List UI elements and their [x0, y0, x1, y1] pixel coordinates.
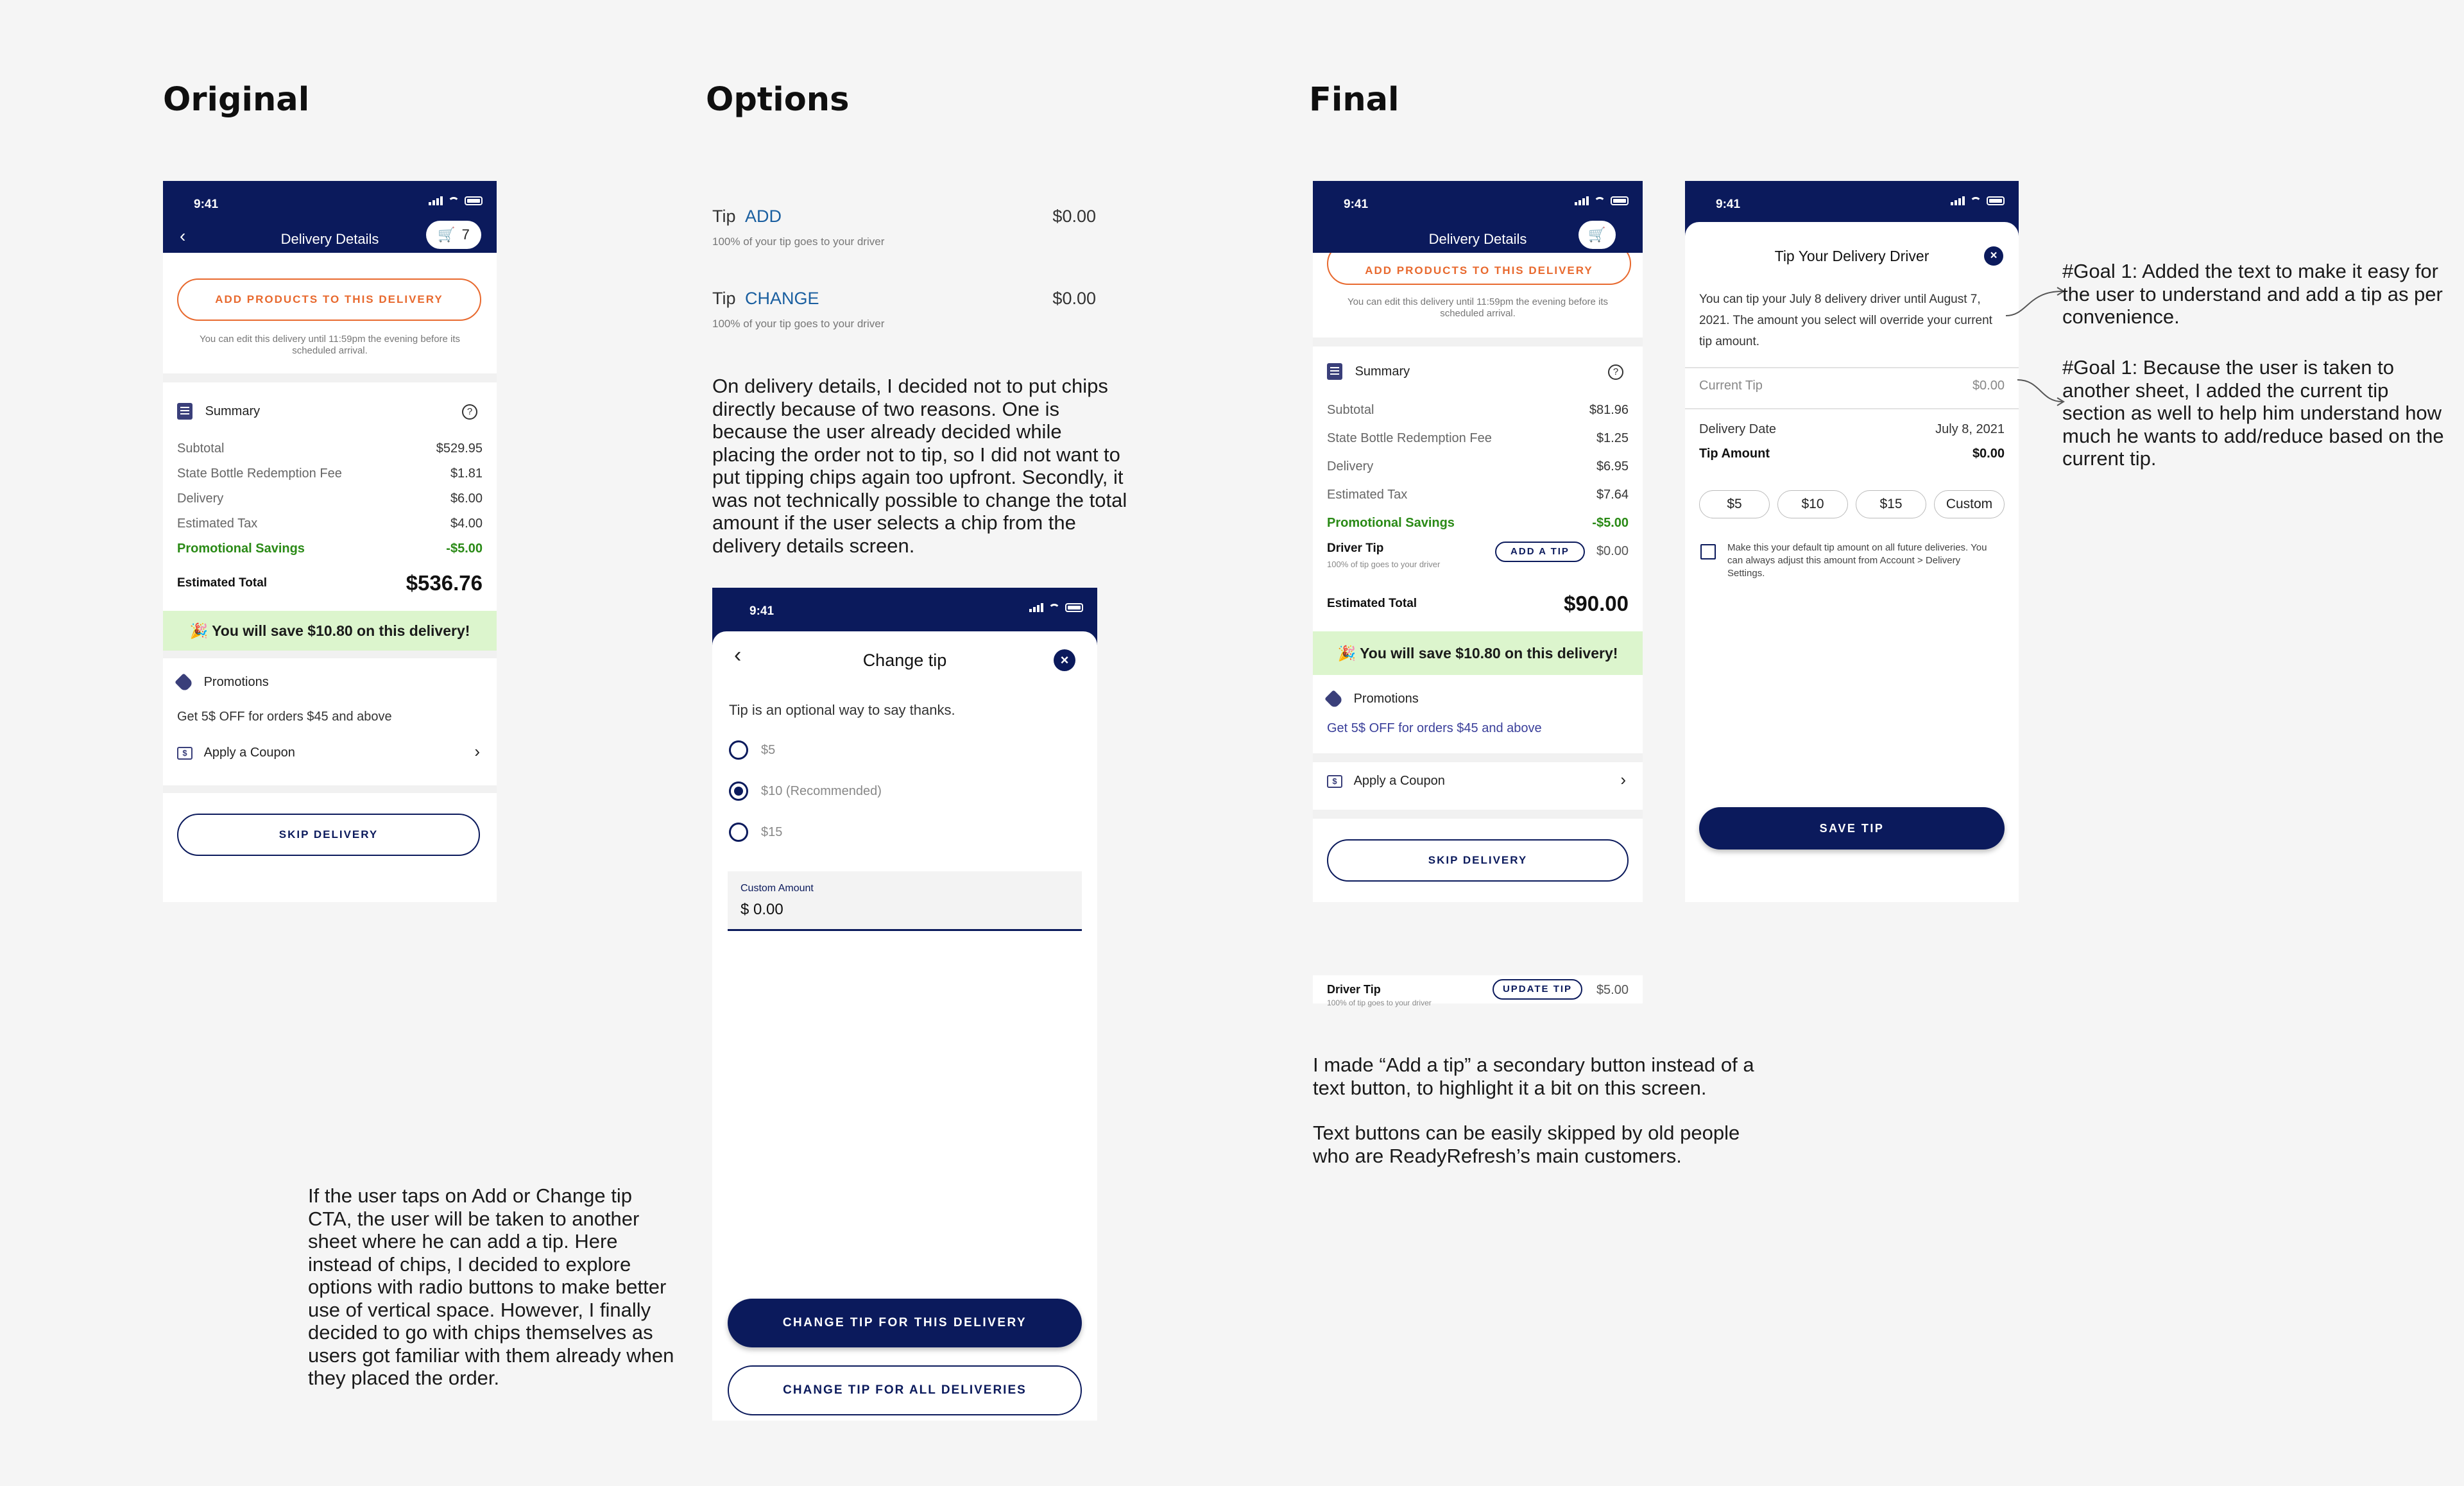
- options-note: On delivery details, I decided not to put chips directly because of two reasons. One is because the user already decided while placing the order not to tip, so I did not want to put tipping chips again too upfront. Secondly, it was not technically possible to change the total amount if the user selects a chip from the delivery details screen.: [712, 375, 1133, 557]
- promotions-text: Get 5$ OFF for orders $45 and above: [177, 710, 392, 724]
- edit-note: You can edit this delivery until 11:59pm the evening before its scheduled arrival.: [1347, 296, 1609, 319]
- radio-icon: [729, 823, 748, 842]
- tip-change-link[interactable]: CHANGE: [744, 289, 819, 308]
- radio-option[interactable]: $15: [729, 823, 986, 844]
- summary-row: Estimated Tax $4.00: [177, 517, 483, 531]
- change-tip-phone: [712, 588, 1097, 1421]
- edit-note: You can edit this delivery until 11:59pm the evening before its scheduled arrival.: [199, 334, 461, 356]
- summary-row: State Bottle Redemption Fee $1.81: [177, 466, 483, 481]
- heading-original: Original: [163, 81, 310, 119]
- divider: [1313, 810, 1643, 819]
- chevron-right-icon: ›: [1620, 770, 1626, 789]
- add-tip-button[interactable]: ADD A TIP: [1495, 542, 1585, 562]
- cart-button[interactable]: [1579, 221, 1616, 249]
- promo-savings-row: Promotional Savings -$5.00: [1327, 516, 1629, 530]
- signal-icon: [1951, 196, 1965, 205]
- sheet-title: Change tip: [862, 651, 947, 670]
- status-bar: 9:41: [712, 588, 1097, 629]
- current-tip-row: Current Tip $0.00: [1699, 379, 2005, 393]
- status-bar: 9:41: [1313, 181, 1643, 222]
- estimated-total-row: Estimated Total $536.76: [177, 571, 483, 595]
- save-tip-button[interactable]: SAVE TIP: [1699, 807, 2005, 850]
- radio-selected-icon: [729, 781, 748, 801]
- wifi-icon: [448, 197, 459, 205]
- coupon-icon: $: [1327, 775, 1342, 788]
- add-products-button[interactable]: ADD PRODUCTS TO THIS DELIVERY: [177, 278, 481, 321]
- summary-title: Summary: [205, 404, 261, 418]
- final-note-1: I made “Add a tip” a secondary button instead of a text button, to highlight it a bit on this screen.: [1313, 1054, 1760, 1099]
- updated-tip-label: Driver Tip: [1327, 983, 1381, 996]
- change-tip-this-button[interactable]: CHANGE TIP FOR THIS DELIVERY: [728, 1299, 1082, 1347]
- promo-savings-row: Promotional Savings -$5.00: [177, 542, 483, 556]
- updated-tip-value: $5.00: [1596, 983, 1629, 997]
- tip-add-link[interactable]: ADD: [744, 207, 782, 226]
- goal-2-note: #Goal 1: Because the user is taken to another sheet, I added the current tip section as well to help him understand how much he wants to add/reduce based on the current tip.: [2062, 356, 2450, 470]
- tip-change-row: Tip CHANGE $0.00 100% of your tip goes to your driver: [712, 289, 1096, 330]
- wifi-icon: [1970, 197, 1981, 205]
- savings-banner: 🎉 You will save $10.80 on this delivery!: [1313, 631, 1643, 675]
- promotions-header: Promotions: [177, 675, 269, 690]
- sheet: [1685, 222, 2019, 902]
- close-icon[interactable]: ×: [1984, 246, 2003, 266]
- promotions-link[interactable]: Get 5$ OFF for orders $45 and above: [1327, 721, 1542, 735]
- close-icon[interactable]: ×: [1054, 649, 1075, 671]
- skip-delivery-button[interactable]: SKIP DELIVERY: [1327, 839, 1629, 882]
- summary-row: State Bottle Redemption Fee $1.25: [1327, 431, 1629, 445]
- apply-coupon-row[interactable]: $ Apply a Coupon ›: [177, 746, 483, 771]
- battery-icon: [1987, 196, 2005, 205]
- add-products-button[interactable]: ADD PRODUCTS TO THIS DELIVERY: [1327, 243, 1631, 285]
- default-tip-checkbox[interactable]: [1700, 544, 1716, 559]
- battery-icon: [1611, 196, 1629, 205]
- custom-amount-input[interactable]: [728, 871, 1082, 931]
- summary-row: Subtotal $529.95: [177, 441, 483, 456]
- summary-row: Delivery $6.00: [177, 491, 483, 506]
- tip-amount-row: Tip Amount $0.00: [1699, 447, 2005, 461]
- update-tip-button[interactable]: UPDATE TIP: [1493, 979, 1582, 1000]
- battery-icon: [1065, 603, 1083, 612]
- tip-chip-5[interactable]: $5: [1699, 490, 1770, 518]
- nav-title: Delivery Details: [1428, 231, 1527, 247]
- final-phone: [1313, 181, 1643, 902]
- status-bar: 9:41: [1685, 181, 2019, 222]
- summary-row: Estimated Tax $7.64: [1327, 488, 1629, 502]
- apply-coupon-row[interactable]: $ Apply a Coupon ›: [1327, 774, 1629, 799]
- cart-button[interactable]: [426, 221, 481, 249]
- summary-header: Summary: [1327, 363, 1410, 380]
- estimated-total-row: Estimated Total $90.00: [1327, 592, 1629, 615]
- cart-icon: 🛒: [1588, 226, 1606, 243]
- nav-title: Delivery Details: [280, 231, 379, 247]
- goal-1-note: #Goal 1: Added the text to make it easy for the user to understand and add a tip as per convenience.: [2062, 260, 2449, 328]
- savings-banner: 🎉 You will save $10.80 on this delivery!: [163, 611, 497, 651]
- radio-option-selected[interactable]: $10 (Recommended): [729, 781, 986, 803]
- help-icon[interactable]: ?: [1608, 364, 1623, 380]
- cart-icon: 🛒: [438, 226, 456, 243]
- tip-chip-15[interactable]: $15: [1856, 490, 1926, 518]
- heading-options: Options: [706, 81, 850, 119]
- intro-text: Tip is an optional way to say thanks.: [729, 702, 955, 718]
- radio-icon: [729, 740, 748, 760]
- wifi-icon: [1594, 197, 1605, 205]
- signal-icon: [429, 196, 443, 205]
- nav-bar: [1313, 181, 1643, 253]
- final-note-2: Text buttons can be easily skipped by old people who are ReadyRefresh’s main customers.: [1313, 1122, 1745, 1167]
- chevron-right-icon: ›: [474, 742, 480, 761]
- help-icon[interactable]: ?: [462, 404, 477, 420]
- status-bar: [163, 181, 497, 222]
- driver-tip-row: Driver Tip 100% of tip goes to your driver ADD A TIP $0.00: [1327, 542, 1629, 569]
- summary-icon: [177, 403, 193, 420]
- original-note: If the user taps on Add or Change tip CTA, the user will be taken to another sheet where he can add a tip. Here instead of chips, I decided to explore options with radio buttons to make better use of vertical space. However, I finally decided to go with chips themselves as users got familiar with them already when they placed the order.: [308, 1184, 680, 1389]
- heading-final: Final: [1309, 81, 1399, 119]
- divider: [1313, 753, 1643, 762]
- back-icon[interactable]: ‹: [180, 226, 186, 246]
- promotions-header: Promotions: [1327, 692, 1419, 706]
- divider: [1313, 337, 1643, 346]
- signal-icon: [1029, 603, 1043, 612]
- divider: [1685, 408, 2019, 409]
- tip-chip-custom[interactable]: Custom: [1934, 490, 2005, 518]
- tip-driver-phone: [1685, 181, 2019, 902]
- annotation-arrows: [2002, 282, 2066, 423]
- tip-chip-10[interactable]: $10: [1777, 490, 1848, 518]
- divider: [163, 651, 497, 658]
- coupon-icon: $: [177, 747, 193, 760]
- summary-header: [177, 403, 260, 420]
- summary-row: Delivery $6.95: [1327, 459, 1629, 474]
- updated-tip-sub: 100% of tip goes to your driver: [1327, 998, 1432, 1007]
- cart-count: 7: [461, 226, 470, 243]
- custom-amount-label: Custom Amount: [740, 883, 814, 894]
- updated-tip-strip: [1313, 975, 1643, 1007]
- change-tip-all-button[interactable]: CHANGE TIP FOR ALL DELIVERIES: [728, 1365, 1082, 1415]
- default-tip-text: Make this your default tip amount on all future deliveries. You can always adjust this amount from Account > Delivery Settings.: [1727, 542, 1987, 579]
- intro-text: You can tip your July 8 delivery driver until August 7, 2021. The amount you select will override your current tip amount.: [1699, 293, 1992, 348]
- divider: [163, 785, 497, 793]
- skip-delivery-button[interactable]: SKIP DELIVERY: [177, 814, 480, 856]
- divider: [163, 373, 497, 382]
- tag-icon: [1324, 690, 1344, 709]
- sheet-title: Tip Your Delivery Driver: [1774, 248, 1929, 264]
- tag-icon: [175, 673, 194, 692]
- back-icon[interactable]: ‹: [734, 643, 742, 667]
- sheet: [712, 631, 1097, 1421]
- original-phone: [163, 181, 497, 902]
- summary-row: Subtotal $81.96: [1327, 403, 1629, 417]
- battery-icon: [465, 196, 483, 205]
- tip-add-row: Tip ADD $0.00 100% of your tip goes to your driver: [712, 207, 1096, 248]
- radio-option[interactable]: $5: [729, 740, 986, 762]
- summary-icon: [1327, 363, 1342, 380]
- custom-amount-value: $ 0.00: [740, 901, 783, 918]
- delivery-date-row: Delivery Date July 8, 2021: [1699, 422, 2005, 436]
- divider: [1685, 367, 2019, 368]
- nav-bar: [163, 181, 497, 253]
- signal-icon: [1575, 196, 1589, 205]
- wifi-icon: [1048, 604, 1060, 611]
- status-time: 9:41: [194, 198, 219, 211]
